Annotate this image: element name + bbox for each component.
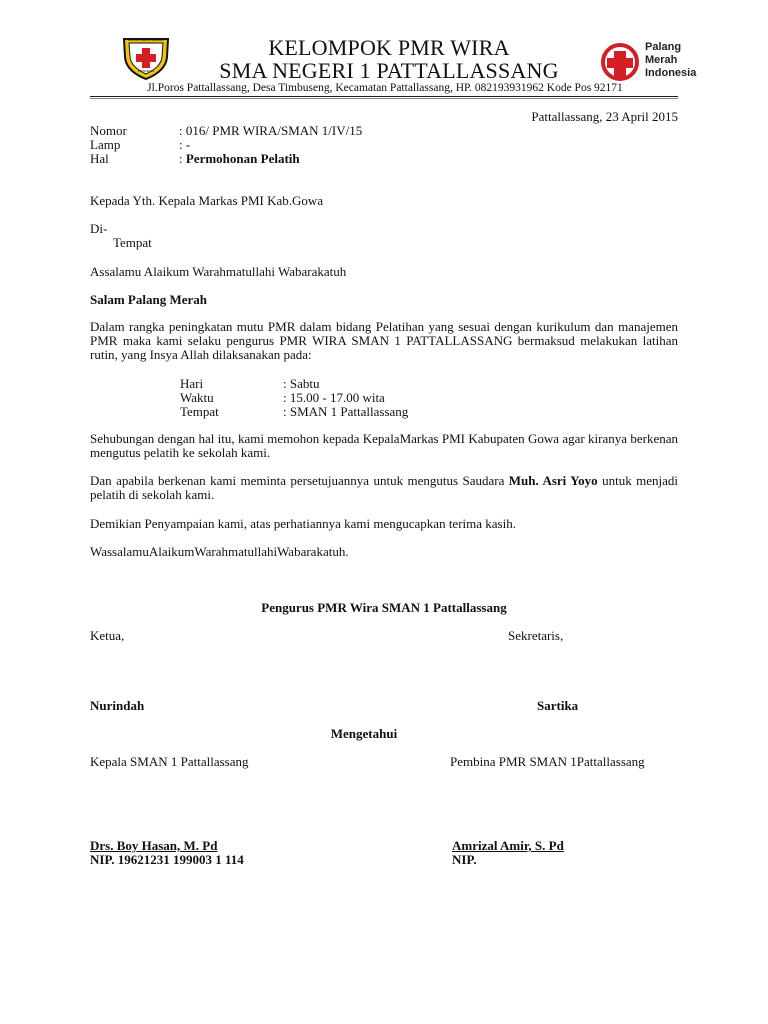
pmi-logo (598, 42, 708, 82)
meta-value-hal (179, 151, 300, 166)
greeting: Assalamu Alaikum Warahmatullahi Wabarakatuh (90, 264, 347, 279)
meta-label-lamp: Lamp (90, 137, 121, 152)
meta-value-hal-text: Permohonan Pelatih (185, 151, 300, 166)
paragraph-thanks: Demikian Penyampaian kami, atas perhatiannya kami mengucapkan terima kasih. (90, 516, 516, 531)
meta-value-lamp: : - (179, 137, 191, 152)
trainer-before: Dan apabila berkenan kami meminta persetujuannya untuk mengutus Saudara (90, 473, 509, 488)
paragraph-trainer (90, 474, 678, 502)
paragraph-request: Sehubungan dengan hal itu, kami memohon kepada KepalaMarkas PMI Kabupaten Gowa agar kiranya berkenan mengutus pelatih ke sekolah kami. (90, 431, 678, 460)
trainer-after: untuk menjadi pelatih di sekolah kami. (90, 473, 678, 502)
meta-value-hal-prefix: : (179, 151, 186, 166)
schedule-label-hari: Hari (180, 376, 204, 391)
role-sekretaris: Sekretaris, (508, 628, 564, 643)
date-line: Pattallassang, 23 April 2015 (531, 109, 678, 124)
pmi-logo-text (645, 41, 696, 80)
role-ketua: Ketua, (90, 628, 125, 643)
nip-kepala-sekolah: NIP. 19621231 199003 1 114 (90, 852, 244, 867)
name-kepala-sekolah: Drs. Boy Hasan, M. Pd (90, 838, 218, 853)
trainer-name: Muh. Asri Yoyo (508, 473, 598, 488)
schedule-label-waktu: Waktu (180, 390, 214, 405)
role-kepala-sekolah: Kepala SMAN 1 Pattallassang (90, 754, 249, 769)
closing-line: WassalamuAlaikumWarahmatullahiWabarakatuh. (90, 544, 349, 559)
recipient-line3: Tempat (113, 235, 152, 250)
name-sekretaris: Sartika (537, 698, 579, 713)
schedule-value-tempat: : SMAN 1 Pattallassang (283, 404, 409, 419)
org-name-line1: KELOMPOK PMR WIRA (268, 35, 510, 60)
pmi-logo-line1: Palang (645, 41, 682, 53)
pmi-logo-line2: Merah (645, 54, 678, 66)
signature-heading: Pengurus PMR Wira SMAN 1 Pattallassang (261, 600, 507, 615)
nip-pembina: NIP. (452, 852, 477, 867)
role-pembina: Pembina PMR SMAN 1Pattallassang (450, 754, 645, 769)
pmr-logo (121, 33, 171, 81)
recipient-line1: Kepada Yth. Kepala Markas PMI Kab.Gowa (90, 193, 324, 208)
pmi-logo-line3: Indonesia (645, 67, 697, 79)
pmr-logo-bottom-text: INDONESIA (137, 69, 155, 73)
header-divider (90, 96, 678, 97)
schedule-value-waktu: : 15.00 - 17.00 wita (283, 390, 385, 405)
address-line: Jl.Poros Pattallassang, Desa Timbuseng, Kecamatan Pattallassang, HP. 082193931962 Kode Pos 92171 (147, 82, 623, 94)
meta-value-nomor: : 016/ PMR WIRA/SMAN 1/IV/15 (179, 123, 363, 138)
mengetahui-label: Mengetahui (330, 726, 398, 741)
schedule-value-hari: : Sabtu (283, 376, 320, 391)
header-divider-thin (90, 98, 678, 99)
schedule-label-tempat: Tempat (180, 404, 219, 419)
name-ketua: Nurindah (90, 698, 145, 713)
pmr-logo-top-text: PALANG MERAH REMAJA (127, 38, 165, 42)
recipient-line2: Di- (90, 221, 108, 236)
meta-label-nomor: Nomor (90, 123, 127, 138)
salam-line: Salam Palang Merah (90, 292, 207, 307)
org-name-line2: SMA NEGERI 1 PATTALLASSANG (219, 58, 559, 83)
name-pembina: Amrizal Amir, S. Pd (452, 838, 564, 853)
paragraph-intro: Dalam rangka peningkatan mutu PMR dalam bidang Pelatihan yang sesuai dengan kurikulum dan manajemen PMR maka kami selaku pengurus PMR WIRA SMAN 1 PATTALLASSANG bermaksud melakukan latihan rutin, yang Insya Allah dilaksanakan pada: (90, 319, 678, 362)
meta-label-hal: Hal (90, 151, 109, 166)
